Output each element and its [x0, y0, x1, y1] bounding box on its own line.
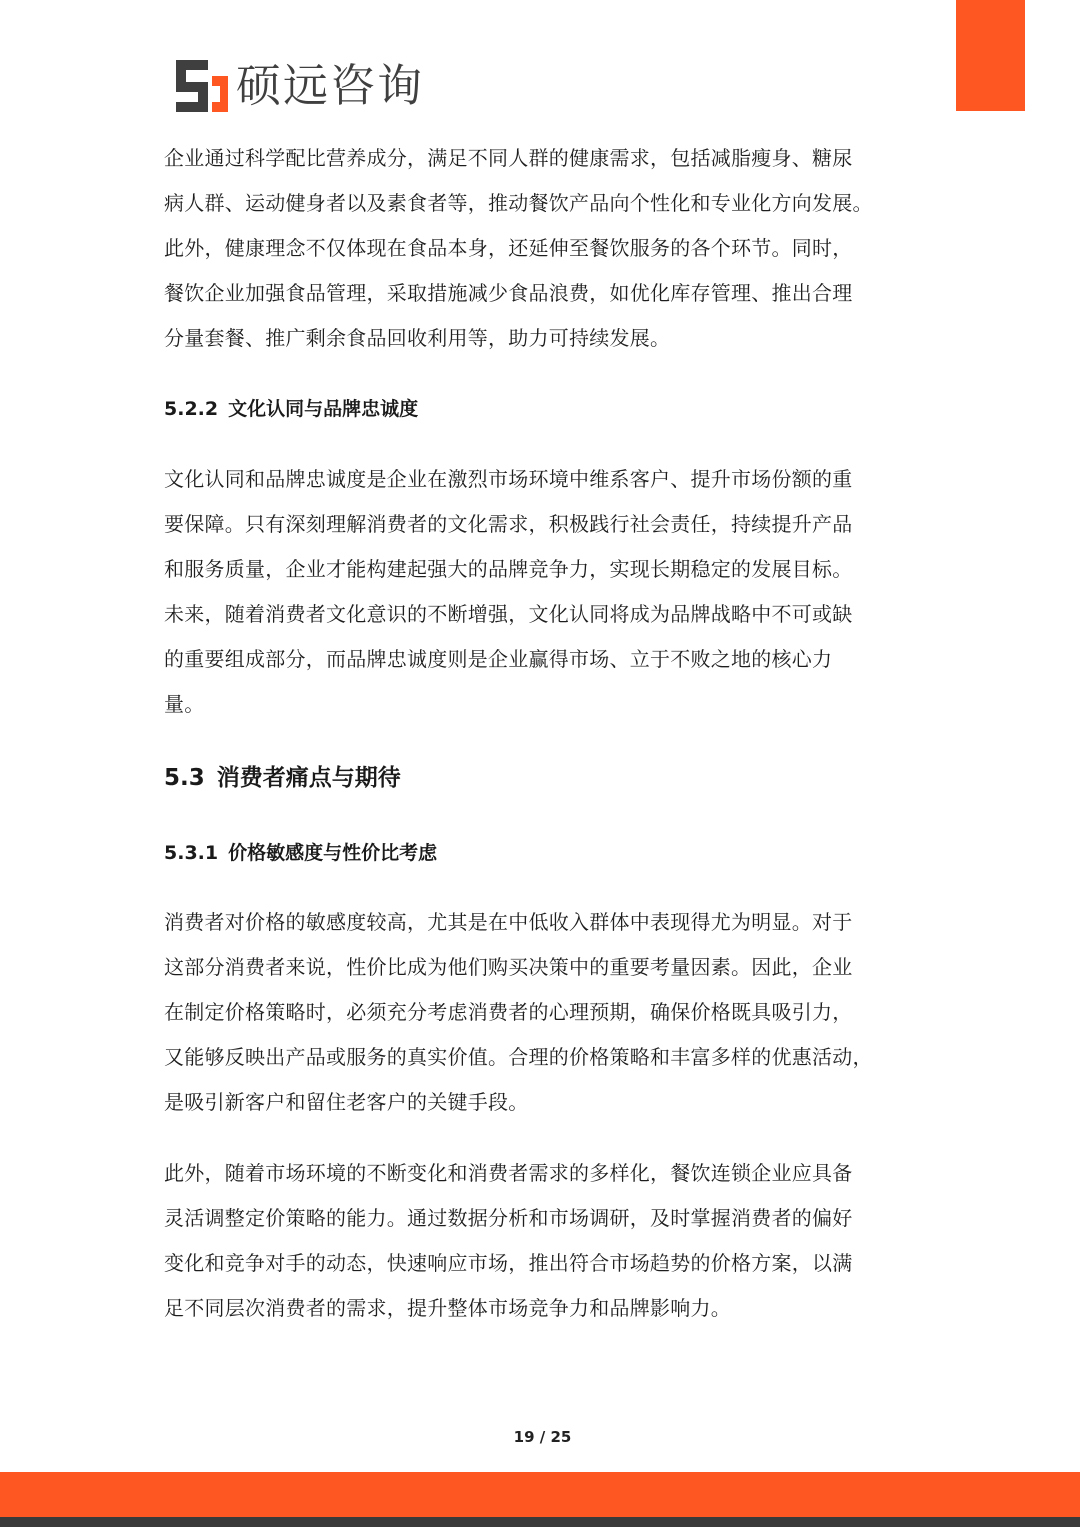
heading-5-3	[164, 761, 934, 795]
paragraph-brand-loyalty	[164, 457, 934, 727]
footer-accent-band	[0, 1472, 1080, 1517]
text-line: 文化认同和品牌忠诚度是企业在激烈市场环境中维系客户、提升市场份额的重	[164, 467, 853, 491]
brand-name: 硕远咨询	[236, 59, 425, 112]
text-line: 餐饮企业加强食品管理，采取措施减少食品浪费，如优化库存管理、推出合理	[164, 281, 853, 305]
text-line: 又能够反映出产品或服务的真实价值。合理的价格策略和丰富多样的优惠活动，	[164, 1045, 873, 1069]
footer-dark-strip	[0, 1517, 1080, 1527]
text-line: 此外，随着市场环境的不断变化和消费者需求的多样化，餐饮连锁企业应具备	[164, 1161, 853, 1185]
text-line: 和服务质量，企业才能构建起强大的品牌竞争力，实现长期稳定的发展目标。	[164, 557, 853, 581]
corner-accent-tab	[956, 0, 1025, 111]
text-line: 未来，随着消费者文化意识的不断增强，文化认同将成为品牌战略中不可或缺	[164, 602, 853, 626]
heading-5-2-2	[164, 395, 934, 423]
paragraph-price-sensitivity	[164, 900, 934, 1125]
text-line: 分量套餐、推广剩余食品回收利用等，助力可持续发展。	[164, 326, 671, 350]
text-line: 是吸引新客户和留住老客户的关键手段。	[164, 1090, 529, 1114]
text-line: 消费者对价格的敏感度较高，尤其是在中低收入群体中表现得尤为明显。对于	[164, 910, 853, 934]
text-line: 此外，健康理念不仅体现在食品本身，还延伸至餐饮服务的各个环节。同时，	[164, 236, 853, 260]
section-number: 5.2.2	[164, 398, 219, 420]
section-number: 5.3	[164, 765, 205, 791]
text-line: 在制定价格策略时，必须充分考虑消费者的心理预期，确保价格既具吸引力，	[164, 1000, 853, 1024]
text-line: 的重要组成部分，而品牌忠诚度则是企业赢得市场、立于不败之地的核心力	[164, 647, 833, 671]
text-line: 企业通过科学配比营养成分，满足不同人群的健康需求，包括减脂瘦身、糖尿	[164, 146, 853, 170]
paragraph-pricing-strategy	[164, 1151, 934, 1331]
text-line: 要保障。只有深刻理解消费者的文化需求，积极践行社会责任，持续提升产品	[164, 512, 853, 536]
text-line: 这部分消费者来说，性价比成为他们购买决策中的重要考量因素。因此，企业	[164, 955, 853, 979]
text-line: 灵活调整定价策略的能力。通过数据分析和市场调研，及时掌握消费者的偏好	[164, 1206, 853, 1230]
brand-logo	[176, 58, 424, 114]
section-number: 5.3.1	[164, 842, 219, 864]
logo-mark-icon	[176, 60, 228, 112]
heading-5-3-1	[164, 839, 934, 867]
text-line: 量。	[164, 692, 205, 716]
section-title: 文化认同与品牌忠诚度	[228, 398, 419, 420]
text-line: 病人群、运动健身者以及素食者等，推动餐饮产品向个性化和专业化方向发展。	[164, 191, 873, 215]
text-line: 变化和竞争对手的动态，快速响应市场，推出符合市场趋势的价格方案，以满	[164, 1251, 853, 1275]
section-title: 消费者痛点与期待	[216, 765, 401, 791]
text-line: 足不同层次消费者的需求，提升整体市场竞争力和品牌影响力。	[164, 1296, 731, 1320]
page-number: 19 / 25	[513, 1428, 572, 1446]
paragraph-healthy-catering	[164, 136, 934, 361]
section-title: 价格敏感度与性价比考虑	[228, 842, 438, 864]
